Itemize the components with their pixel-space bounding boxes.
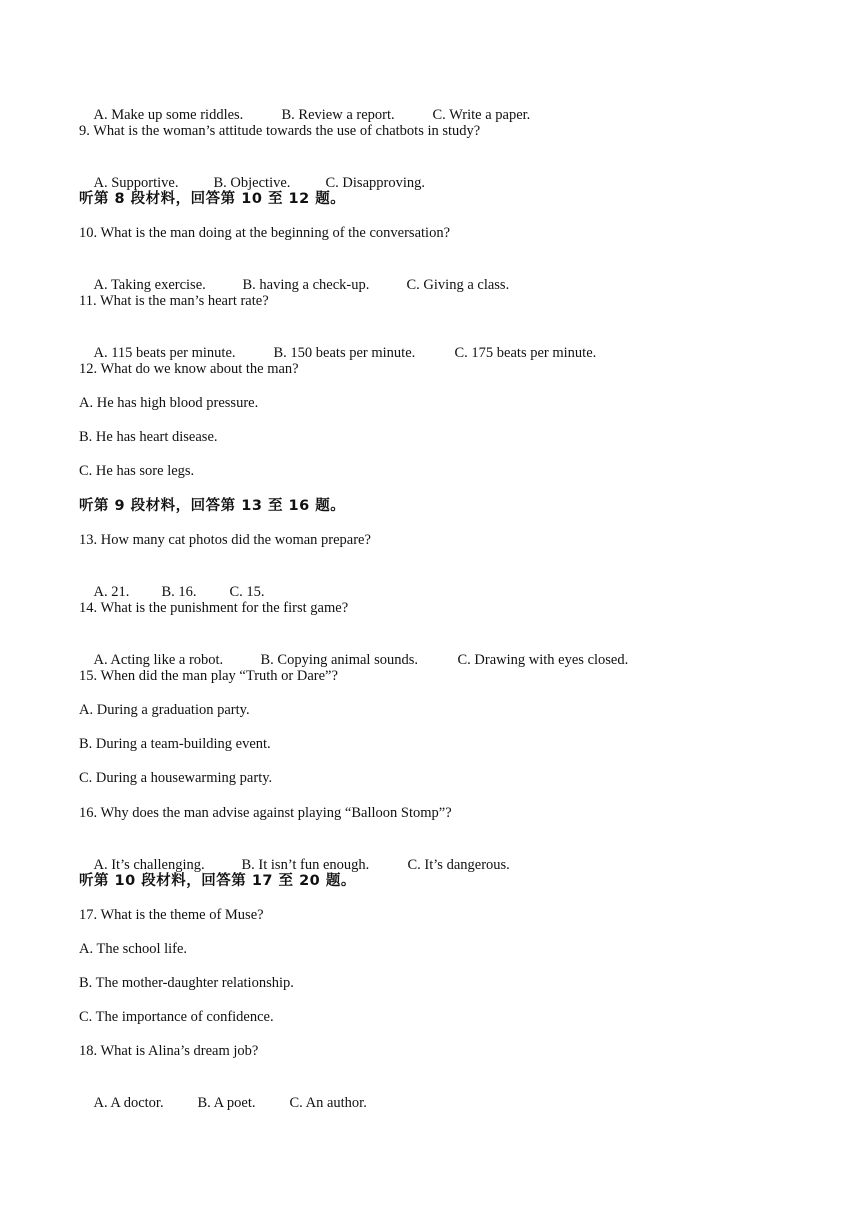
option-a: A. A doctor. — [93, 1095, 164, 1111]
question-12: 12. What do we know about the man? — [79, 361, 299, 377]
section-heading-10: 听第 10 段材料，回答第 17 至 20 题。 — [79, 873, 356, 889]
option-c: C. Write a paper. — [432, 107, 531, 123]
option-b: B. Objective. — [213, 175, 291, 191]
q15-option-a: A. During a graduation party. — [79, 702, 250, 718]
option-b: B. 16. — [161, 584, 197, 600]
question-10: 10. What is the man doing at the beginning of the conversation? — [79, 225, 451, 241]
option-b: B. 150 beats per minute. — [273, 345, 416, 361]
option-a: A. 115 beats per minute. — [93, 345, 236, 361]
option-b: B. Review a report. — [281, 107, 395, 123]
option-a: A. Acting like a robot. — [93, 652, 224, 668]
question-17: 17. What is the theme of Muse? — [79, 907, 264, 923]
question-11: 11. What is the man’s heart rate? — [79, 293, 269, 309]
option-c: C. It’s dangerous. — [407, 857, 510, 873]
q17-option-a: A. The school life. — [79, 941, 188, 957]
question-15: 15. When did the man play “Truth or Dare”? — [79, 668, 338, 684]
option-a: A. 21. — [93, 584, 130, 600]
q12-option-a: A. He has high blood pressure. — [79, 395, 259, 411]
option-c: C. 15. — [229, 584, 265, 600]
q15-option-c: C. During a housewarming party. — [79, 770, 273, 786]
option-a: A. It’s challenging. — [93, 857, 205, 873]
option-a: A. Taking exercise. — [93, 277, 206, 293]
section-heading-8: 听第 8 段材料，回答第 10 至 12 题。 — [79, 191, 346, 207]
option-b: B. A poet. — [197, 1095, 256, 1111]
q12-option-b: B. He has heart disease. — [79, 429, 218, 445]
q12-option-c: C. He has sore legs. — [79, 463, 195, 479]
q15-option-b: B. During a team-building event. — [79, 736, 271, 752]
question-16: 16. Why does the man advise against playing “Balloon Stomp”? — [79, 805, 452, 821]
option-a: A. Supportive. — [93, 175, 179, 191]
option-c: C. 175 beats per minute. — [454, 345, 597, 361]
option-c: C. Giving a class. — [406, 277, 510, 293]
question-14: 14. What is the punishment for the first game? — [79, 600, 349, 616]
option-a: A. Make up some riddles. — [93, 107, 244, 123]
q18-options — [79, 1076, 367, 1130]
option-c: C. Drawing with eyes closed. — [457, 652, 629, 668]
question-9: 9. What is the woman’s attitude towards the use of chatbots in study? — [79, 123, 481, 139]
question-13: 13. How many cat photos did the woman prepare? — [79, 532, 371, 548]
q17-option-c: C. The importance of confidence. — [79, 1009, 274, 1025]
option-b: B. Copying animal sounds. — [260, 652, 418, 668]
option-b: B. having a check-up. — [242, 277, 370, 293]
option-c: C. Disapproving. — [325, 175, 425, 191]
section-heading-9: 听第 9 段材料，回答第 13 至 16 题。 — [79, 498, 346, 514]
q17-option-b: B. The mother-daughter relationship. — [79, 975, 294, 991]
option-b: B. It isn’t fun enough. — [241, 857, 370, 873]
option-c: C. An author. — [289, 1095, 367, 1111]
question-18: 18. What is Alina’s dream job? — [79, 1043, 259, 1059]
